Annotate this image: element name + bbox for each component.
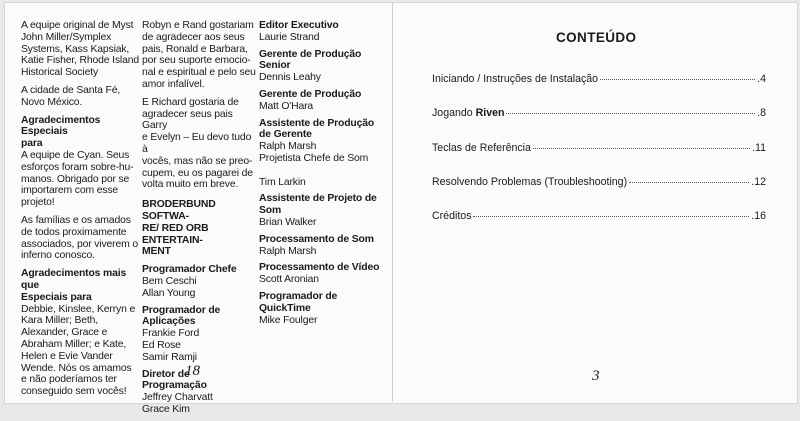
toc-leader: [533, 148, 750, 149]
credit-role: Editor Executivo: [259, 20, 339, 31]
left-column-2: [142, 20, 256, 421]
credit-group: [259, 234, 385, 258]
company-heading: BRODERBUND SOFTWA- RE/ RED ORB ENTERTAIN- MENT: [142, 199, 216, 258]
credit-group: [259, 49, 385, 84]
credit-role: Programador Chefe: [142, 264, 237, 276]
toc-leader: [506, 113, 755, 114]
toc-page: .16: [751, 210, 766, 222]
toc-leader: [600, 79, 755, 80]
credit-group: [142, 264, 256, 299]
toc-leader: [473, 216, 749, 217]
contents-title: CONTEÚDO: [556, 30, 637, 45]
credit-group: [142, 305, 256, 364]
credit-names: Jeffrey Charvatt Grace Kim: [142, 392, 213, 415]
credit-role: Processamento de Vídeo: [259, 262, 380, 274]
credit-role: Gerente de Produção Senior: [259, 48, 362, 72]
original-team-text: A equipe original de Myst John Miller/Symplex Systems, Kass Kapsiak, Katie Fisher, Rhode Island Historical Society: [21, 20, 139, 79]
credit-role: Diretor de Programação: [142, 368, 207, 392]
toc-entry: [432, 107, 766, 119]
credit-group: [259, 20, 385, 44]
special-thanks-heading: Agradecimentos Especiais para: [21, 114, 101, 150]
credit-names: Bem Ceschi Allan Young: [142, 275, 197, 299]
toc-entry: [432, 210, 766, 222]
left-page-number: 18: [185, 363, 200, 379]
toc-page: .8: [757, 107, 766, 119]
special-thanks-text: A equipe de Cyan. Seus esforços foram sobre-hu- manos. Obrigado por se importarem com esse projeto!: [21, 149, 134, 209]
credit-role: Processamento de Som: [259, 233, 374, 245]
credit-group: [259, 291, 385, 326]
families-text: As famílias e os amados de todos proximamente associados, por viverem o inferno conosco.: [21, 214, 138, 262]
credit-names: Ralph Marsh: [259, 245, 317, 257]
credit-role: Assistente de Produção de Gerente: [259, 117, 375, 141]
credit-names: Matt O'Hara: [259, 100, 314, 112]
toc-label: Iniciando / Instruções de Instalação: [432, 73, 599, 85]
credit-group: [259, 118, 385, 189]
credit-names: Ralph Marsh Projetista Chefe de Som Tim Larkin: [259, 141, 369, 188]
credit-group: [259, 89, 385, 113]
toc-label: Resolvendo Problemas (Troubleshooting): [432, 176, 628, 188]
toc-label: Teclas de Referência: [432, 142, 531, 154]
toc-leader: [629, 182, 749, 183]
toc-entry: [432, 176, 766, 188]
city-text: A cidade de Santa Fé, Novo México.: [21, 84, 121, 108]
richard-text: E Richard gostaria de agradecer seus pais Garry e Evelyn – Eu devo tudo à vocês, mas não se preo- cupem, eu os pagarei de volta muito em breve.: [142, 96, 253, 191]
toc-entry: [432, 73, 766, 85]
more-thanks-heading: Agradecimentos mais que Especiais para: [21, 268, 127, 303]
credit-names: Mike Foulger: [259, 314, 318, 326]
toc-page: .12: [751, 176, 766, 188]
credit-role: Gerente de Produção: [259, 88, 362, 100]
credit-names: Brian Walker: [259, 216, 317, 228]
toc-entry: [432, 142, 766, 154]
robyn-rand-text: Robyn e Rand gostariam de agradecer aos seus pais, Ronald e Barbara, por seu suporte emocio- nal e espiritual e pelo seu amor infalível.: [142, 20, 256, 90]
right-page-number: 3: [592, 368, 600, 384]
toc-label: Jogando Riven: [432, 107, 505, 119]
credit-role: Programador de QuickTime: [259, 290, 338, 314]
credit-names: Laurie Strand: [259, 31, 320, 43]
page-fold: [392, 2, 393, 402]
toc-label: Créditos: [432, 210, 472, 222]
credit-names: Dennis Leahy: [259, 72, 321, 84]
credit-names: Frankie Ford Ed Rose Samir Ramji: [142, 328, 200, 363]
credit-group: [259, 262, 385, 286]
left-column-3: [259, 20, 385, 331]
toc-page: .4: [757, 73, 766, 85]
more-thanks-text: Debbie, Kinslee, Kerryn e Kara Miller; Beth, Alexander, Grace e Abraham Miller; e Kate, Helen e Evie Vander Wende. Nós os amamos e não poderíamos ter conseguido sem vocês!: [21, 303, 136, 398]
toc-page: .11: [752, 142, 766, 154]
credit-role: Programador de Aplicações: [142, 304, 221, 328]
credit-group: [259, 193, 385, 228]
credit-names: Scott Aronian: [259, 274, 319, 286]
credit-role: Assistente de Projeto de Som: [259, 193, 377, 217]
left-column-1: [21, 20, 139, 404]
